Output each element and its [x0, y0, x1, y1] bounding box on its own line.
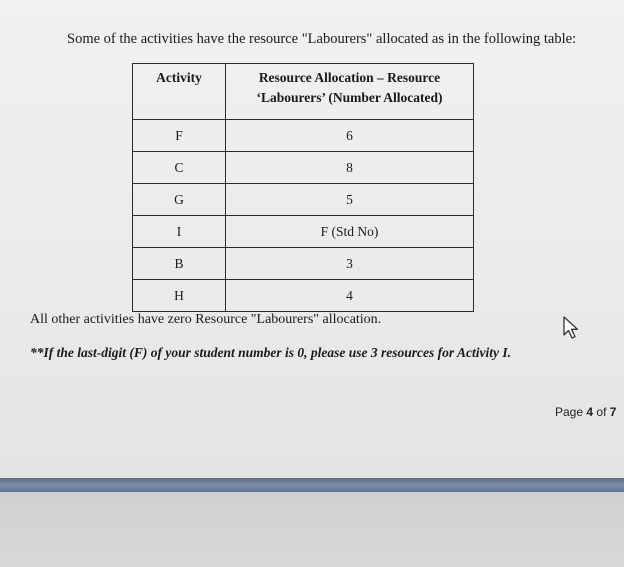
intro-text: Some of the activities have the resource "Labourers" allocated as in the following table:: [67, 31, 577, 47]
viewer-divider-bar: [0, 478, 624, 492]
page-indicator: [555, 405, 616, 419]
cell-activity: C: [133, 152, 226, 184]
table-row: [133, 216, 474, 248]
viewer-background: [0, 492, 624, 567]
student-number-footnote: **If the last-digit (F) of your student number is 0, please use 3 resources for Activity I.: [30, 345, 512, 360]
table-row: [133, 248, 474, 280]
zero-allocation-note: All other activities have zero Resource "Labourers" allocation.: [30, 312, 382, 327]
header-resource-line1: Resource Allocation – Resource: [258, 70, 441, 85]
cell-activity: G: [133, 184, 226, 216]
cell-allocated: 6: [226, 120, 474, 152]
cell-allocated: F (Std No): [226, 216, 474, 248]
table-row: [133, 280, 474, 312]
cell-activity: F: [133, 120, 226, 152]
page-total: 7: [609, 405, 617, 419]
header-activity: Activity: [133, 64, 226, 120]
table-row: [133, 184, 474, 216]
cell-activity: H: [133, 280, 226, 312]
header-resource-line2: ‘Labourers’ (Number Allocated): [256, 90, 443, 105]
table-header-row: [133, 64, 474, 120]
table-row: [133, 120, 474, 152]
cell-allocated: 5: [226, 184, 474, 216]
page-current: 4: [586, 405, 594, 419]
cell-activity: B: [133, 248, 226, 280]
header-resource-allocation: [226, 64, 474, 120]
cell-activity: I: [133, 216, 226, 248]
cell-allocated: 8: [226, 152, 474, 184]
page-prefix: Page: [555, 405, 584, 419]
resource-allocation-table: [132, 63, 474, 312]
mouse-pointer-icon: [561, 315, 581, 341]
cell-allocated: 3: [226, 248, 474, 280]
page-of: of: [596, 405, 607, 419]
cell-allocated: 4: [226, 280, 474, 312]
table-row: [133, 152, 474, 184]
